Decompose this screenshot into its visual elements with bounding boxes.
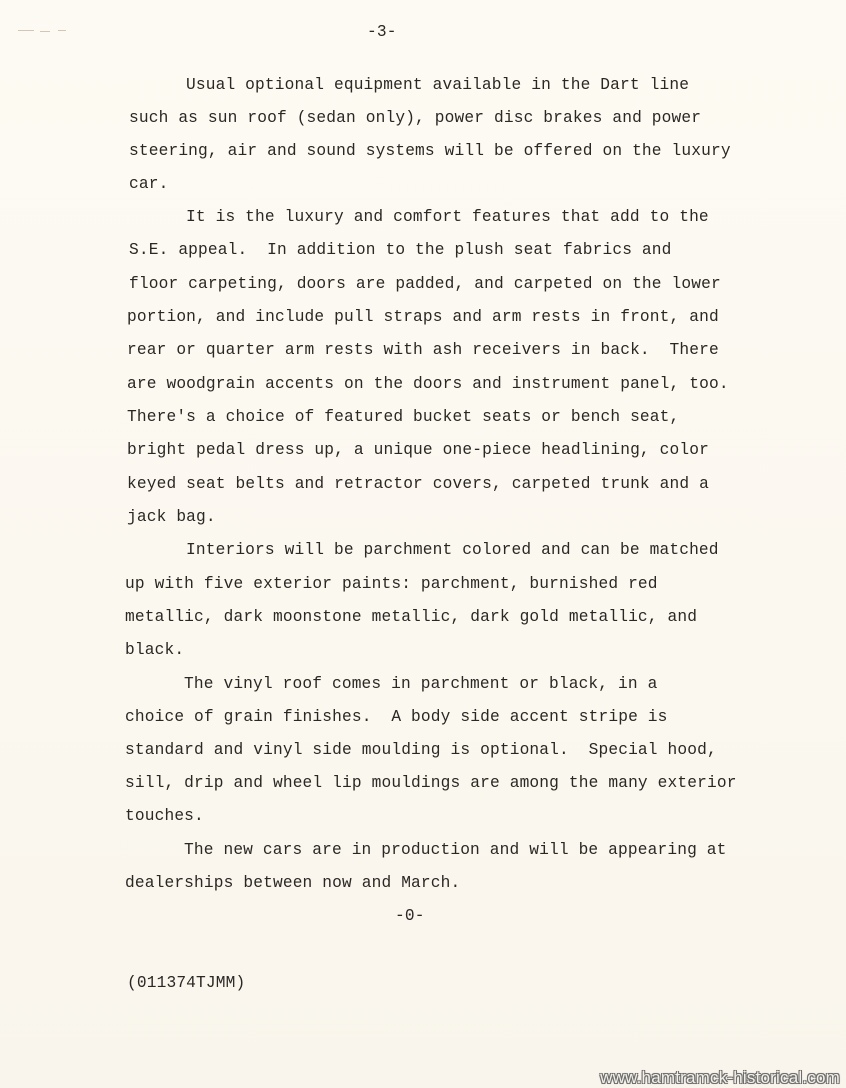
text-line: bright pedal dress up, a unique one-piece headlining, color [127, 441, 709, 459]
text-line: are woodgrain accents on the doors and instrument panel, too. [127, 375, 729, 393]
text-line: Usual optional equipment available in the Dart line [186, 76, 690, 94]
text-line: sill, drip and wheel lip mouldings are among the many exterior [125, 774, 737, 792]
text-line: rear or quarter arm rests with ash receivers in back. There [127, 341, 719, 359]
text-line: up with five exterior paints: parchment, burnished red [125, 575, 658, 593]
text-line: It is the luxury and comfort features that add to the [186, 208, 709, 226]
text-line: floor carpeting, doors are padded, and carpeted on the lower [129, 275, 721, 293]
text-line: car. [129, 175, 169, 193]
paper-mark [18, 30, 70, 33]
site-watermark: www.hamtramck-historical.com [600, 1068, 840, 1087]
text-line: keyed seat belts and retractor covers, carpeted trunk and a [127, 475, 709, 493]
text-line: S.E. appeal. In addition to the plush seat fabrics and [129, 241, 672, 259]
reference-code: (011374TJMM) [127, 974, 246, 992]
text-line: black. [125, 641, 185, 659]
text-line: Interiors will be parchment colored and can be matched [186, 541, 719, 559]
text-line: The vinyl roof comes in parchment or black, in a [184, 675, 658, 693]
text-line: The new cars are in production and will be appearing at [184, 841, 727, 859]
text-line: choice of grain finishes. A body side accent stripe is [125, 708, 668, 726]
text-line: portion, and include pull straps and arm rests in front, and [127, 308, 719, 326]
text-line: dealerships between now and March. [125, 874, 461, 892]
text-line: steering, air and sound systems will be offered on the luxury [129, 142, 731, 160]
text-line: standard and vinyl side moulding is optional. Special hood, [125, 741, 717, 759]
text-line: such as sun roof (sedan only), power disc brakes and power [129, 109, 702, 127]
text-line: jack bag. [127, 508, 216, 526]
text-line: metallic, dark moonstone metallic, dark gold metallic, and [125, 608, 698, 626]
end-mark: -0- [395, 907, 425, 925]
text-line: touches. [125, 807, 204, 825]
text-line: There's a choice of featured bucket seats or bench seat, [127, 408, 680, 426]
page-number: -3- [367, 23, 397, 41]
